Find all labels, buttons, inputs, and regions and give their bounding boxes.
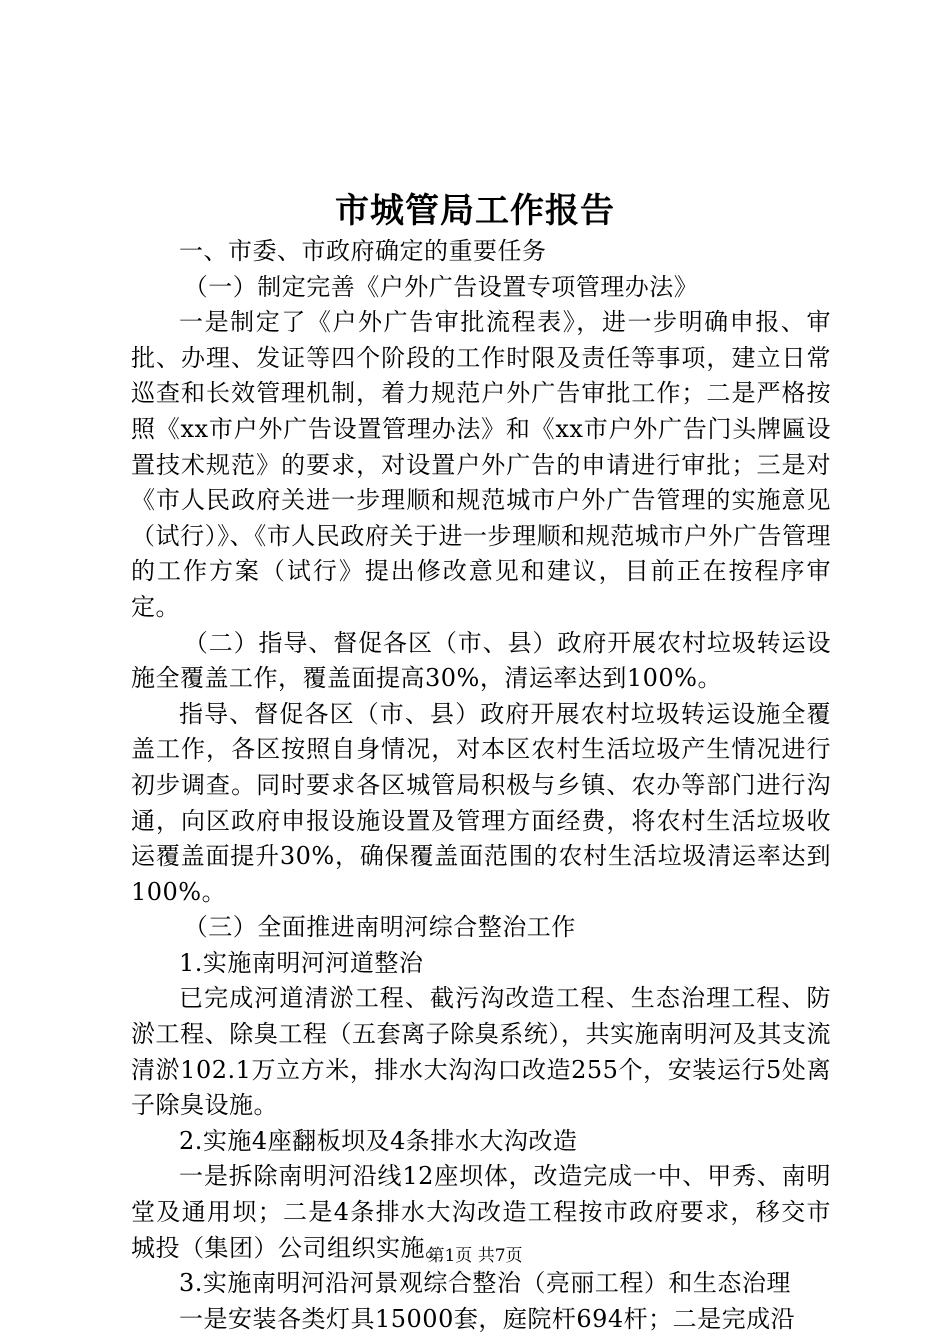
document-title: 市城管局工作报告 bbox=[335, 191, 615, 231]
item-heading-3: 3.实施南明河沿河景观综合整治（亮丽工程）和生态治理 bbox=[179, 1269, 791, 1298]
subsection-heading-3: （三）全面推进南明河综合整治工作 bbox=[183, 913, 576, 942]
item-heading-2: 2.实施4座翻板坝及4条排水大沟改造 bbox=[179, 1126, 578, 1155]
item-heading-1: 1.实施南明河河道整治 bbox=[179, 948, 424, 977]
section-heading-1: 一、市委、市政府确定的重要任务 bbox=[179, 237, 547, 265]
paragraph-1: 一是制定了《户外广告审批流程表》，进一步明确申报、审批、办理、发证等四个阶段的工作时限及责任等事项，建立日常巡查和长效管理机制，着力规范户外广告审批工作；二是严格按照《xx市户外广告设置管理办法》和《xx市户外广告门头牌匾设置技术规范》的要求，对设置户外广告的申请进行审批；三是对《市人民政府关进一步理顺和规范城市户外广告管理的实施意见（试行）》、《市人民政府关于进一步理顺和规范城市户外广告管理的工作方案（试行》提出修改意见和建议，目前正在按程序审定。 bbox=[131, 308, 831, 621]
subsection-heading-1: （一）制定完善《户外广告设置专项管理办法》 bbox=[183, 272, 699, 301]
paragraph-4: 一是拆除南明河沿线12座坝体，改造完成一中、甲秀、南明堂及通用坝；二是4条排水大沟改造工程按市政府要求，移交市城投（集团）公司组织实施。 bbox=[131, 1162, 831, 1262]
paragraph-5: 一是安装各类灯具15000套，庭院杆694杆；二是完成沿 bbox=[179, 1304, 796, 1333]
paragraph-3: 已完成河道清淤工程、截污沟改造工程、生态治理工程、防淤工程、除臭工程（五套离子除臭系统），共实施南明河及其支流清淤102.1万立方米，排水大沟沟口改造255个，安装运行5处离子除臭设施。 bbox=[131, 984, 831, 1120]
paragraph-2: 指导、督促各区（市、县）政府开展农村垃圾转运设施全覆盖工作，各区按照自身情况，对本区农村生活垃圾产生情况进行初步调查。同时要求各区城管局积极与乡镇、农办等部门进行沟通，向区政府申报设施设置及管理方面经费，将农村生活垃圾收运覆盖面提升30%，确保覆盖面范围的农村生活垃圾清运率达到100%。 bbox=[131, 699, 831, 906]
document-body bbox=[131, 234, 831, 1337]
subsection-heading-2: （二）指导、督促各区（市、县）政府开展农村垃圾转运设施全覆盖工作，覆盖面提高30%，清运率达到100%。 bbox=[131, 628, 831, 693]
page-footer: 第1页 共7页 bbox=[427, 1246, 523, 1266]
